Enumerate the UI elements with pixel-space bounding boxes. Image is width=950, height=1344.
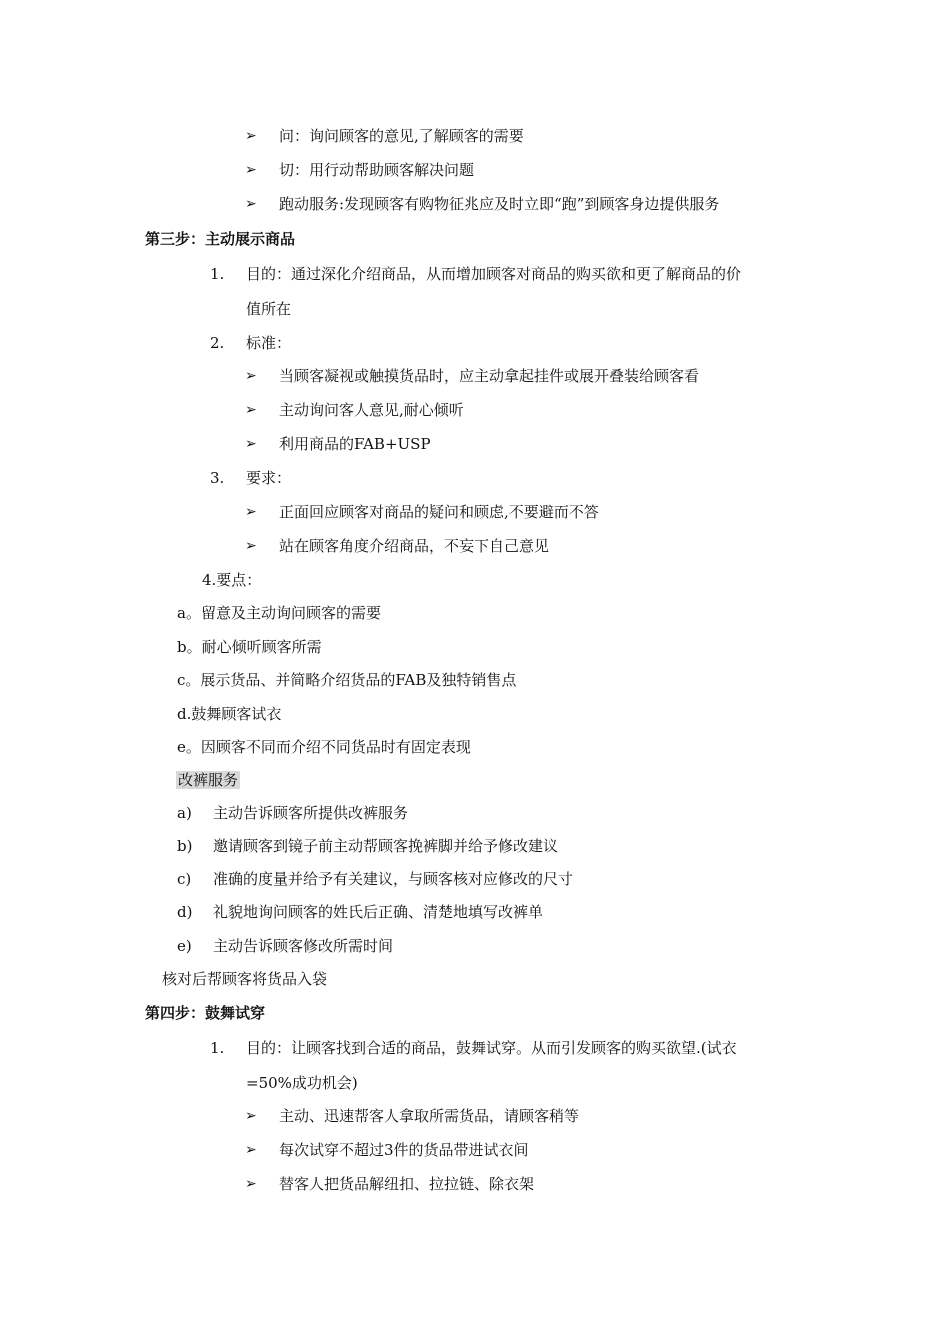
item-letter: d) [177, 903, 193, 921]
arrow-bullet-icon: ➢ [245, 368, 257, 384]
arrow-bullet-icon: ➢ [245, 128, 257, 144]
item-text: 目的：通过深化介绍商品，从而增加顾客对商品的购买欲和更了解商品的价 [246, 265, 742, 283]
arrow-bullet-icon: ➢ [245, 162, 257, 178]
highlighted-text: 改裤服务 [178, 771, 239, 789]
step4-heading: 第四步：鼓舞试穿 [145, 1004, 266, 1022]
bullet-text: 问：询问顾客的意见,了解顾客的需要 [279, 127, 524, 145]
bullet-text: 正面回应顾客对商品的疑问和顾虑,不要避而不答 [279, 503, 599, 521]
closing-text: 核对后帮顾客将货品入袋 [162, 970, 328, 988]
item-number: 1. [210, 1039, 225, 1057]
item-text: 准确的度量并给予有关建议，与顾客核对应修改的尺寸 [213, 870, 574, 888]
item4-label: 4.要点： [202, 571, 262, 589]
arrow-bullet-icon: ➢ [245, 1108, 257, 1124]
bullet-text: 切：用行动帮助顾客解决问题 [279, 161, 475, 179]
bullet-text: 主动询问客人意见,耐心倾听 [279, 401, 464, 419]
bullet-text: 替客人把货品解纽扣、拉拉链、除衣架 [279, 1175, 535, 1193]
item-text-continuation: =50%成功机会) [246, 1074, 358, 1092]
item-text: 礼貌地询问顾客的姓氏后正确、清楚地填写改裤单 [213, 903, 544, 921]
bullet-text: 跑动服务:发现顾客有购物征兆应及时立即“跑”到顾客身边提供服务 [279, 195, 720, 213]
item-text: 标准： [246, 334, 292, 352]
point-item: e。因顾客不同而介绍不同货品时有固定表现 [177, 738, 471, 756]
bullet-text: 每次试穿不超过3件的货品带进试衣间 [279, 1141, 529, 1159]
point-item: c。展示货品、并简略介绍货品的FAB及独特销售点 [177, 671, 517, 689]
bullet-text: 主动、迅速帮客人拿取所需货品，请顾客稍等 [279, 1107, 580, 1125]
bullet-text: 当顾客凝视或触摸货品时，应主动拿起挂件或展开叠装给顾客看 [279, 367, 700, 385]
point-item: a。留意及主动询问顾客的需要 [177, 604, 381, 622]
point-item: d.鼓舞顾客试衣 [177, 705, 282, 723]
arrow-bullet-icon: ➢ [245, 1142, 257, 1158]
arrow-bullet-icon: ➢ [245, 436, 257, 452]
bullet-text: 站在顾客角度介绍商品，不妄下自己意见 [279, 537, 550, 555]
item-letter: c) [177, 870, 192, 888]
item-text-continuation: 值所在 [246, 300, 292, 318]
item-text: 目的：让顾客找到合适的商品，鼓舞试穿。从而引发顾客的购买欲望.(试衣 [246, 1039, 737, 1057]
bullet-text: 利用商品的FAB+USP [279, 435, 431, 453]
alteration-heading [176, 770, 240, 790]
step3-heading: 第三步：主动展示商品 [145, 230, 296, 248]
arrow-bullet-icon: ➢ [245, 504, 257, 520]
arrow-bullet-icon: ➢ [245, 196, 257, 212]
item-number: 2. [210, 334, 225, 352]
item-text: 邀请顾客到镜子前主动帮顾客挽裤脚并给予修改建议 [213, 837, 559, 855]
item-text: 要求： [246, 469, 292, 487]
point-item: b。耐心倾听顾客所需 [177, 638, 322, 656]
item-letter: e) [177, 937, 192, 955]
arrow-bullet-icon: ➢ [245, 538, 257, 554]
item-number: 1. [210, 265, 225, 283]
item-number: 3. [210, 469, 225, 487]
item-text: 主动告诉顾客修改所需时间 [213, 937, 394, 955]
arrow-bullet-icon: ➢ [245, 1176, 257, 1192]
item-text: 主动告诉顾客所提供改裤服务 [213, 804, 409, 822]
item-letter: b) [177, 837, 193, 855]
arrow-bullet-icon: ➢ [245, 402, 257, 418]
item-letter: a) [177, 804, 192, 822]
